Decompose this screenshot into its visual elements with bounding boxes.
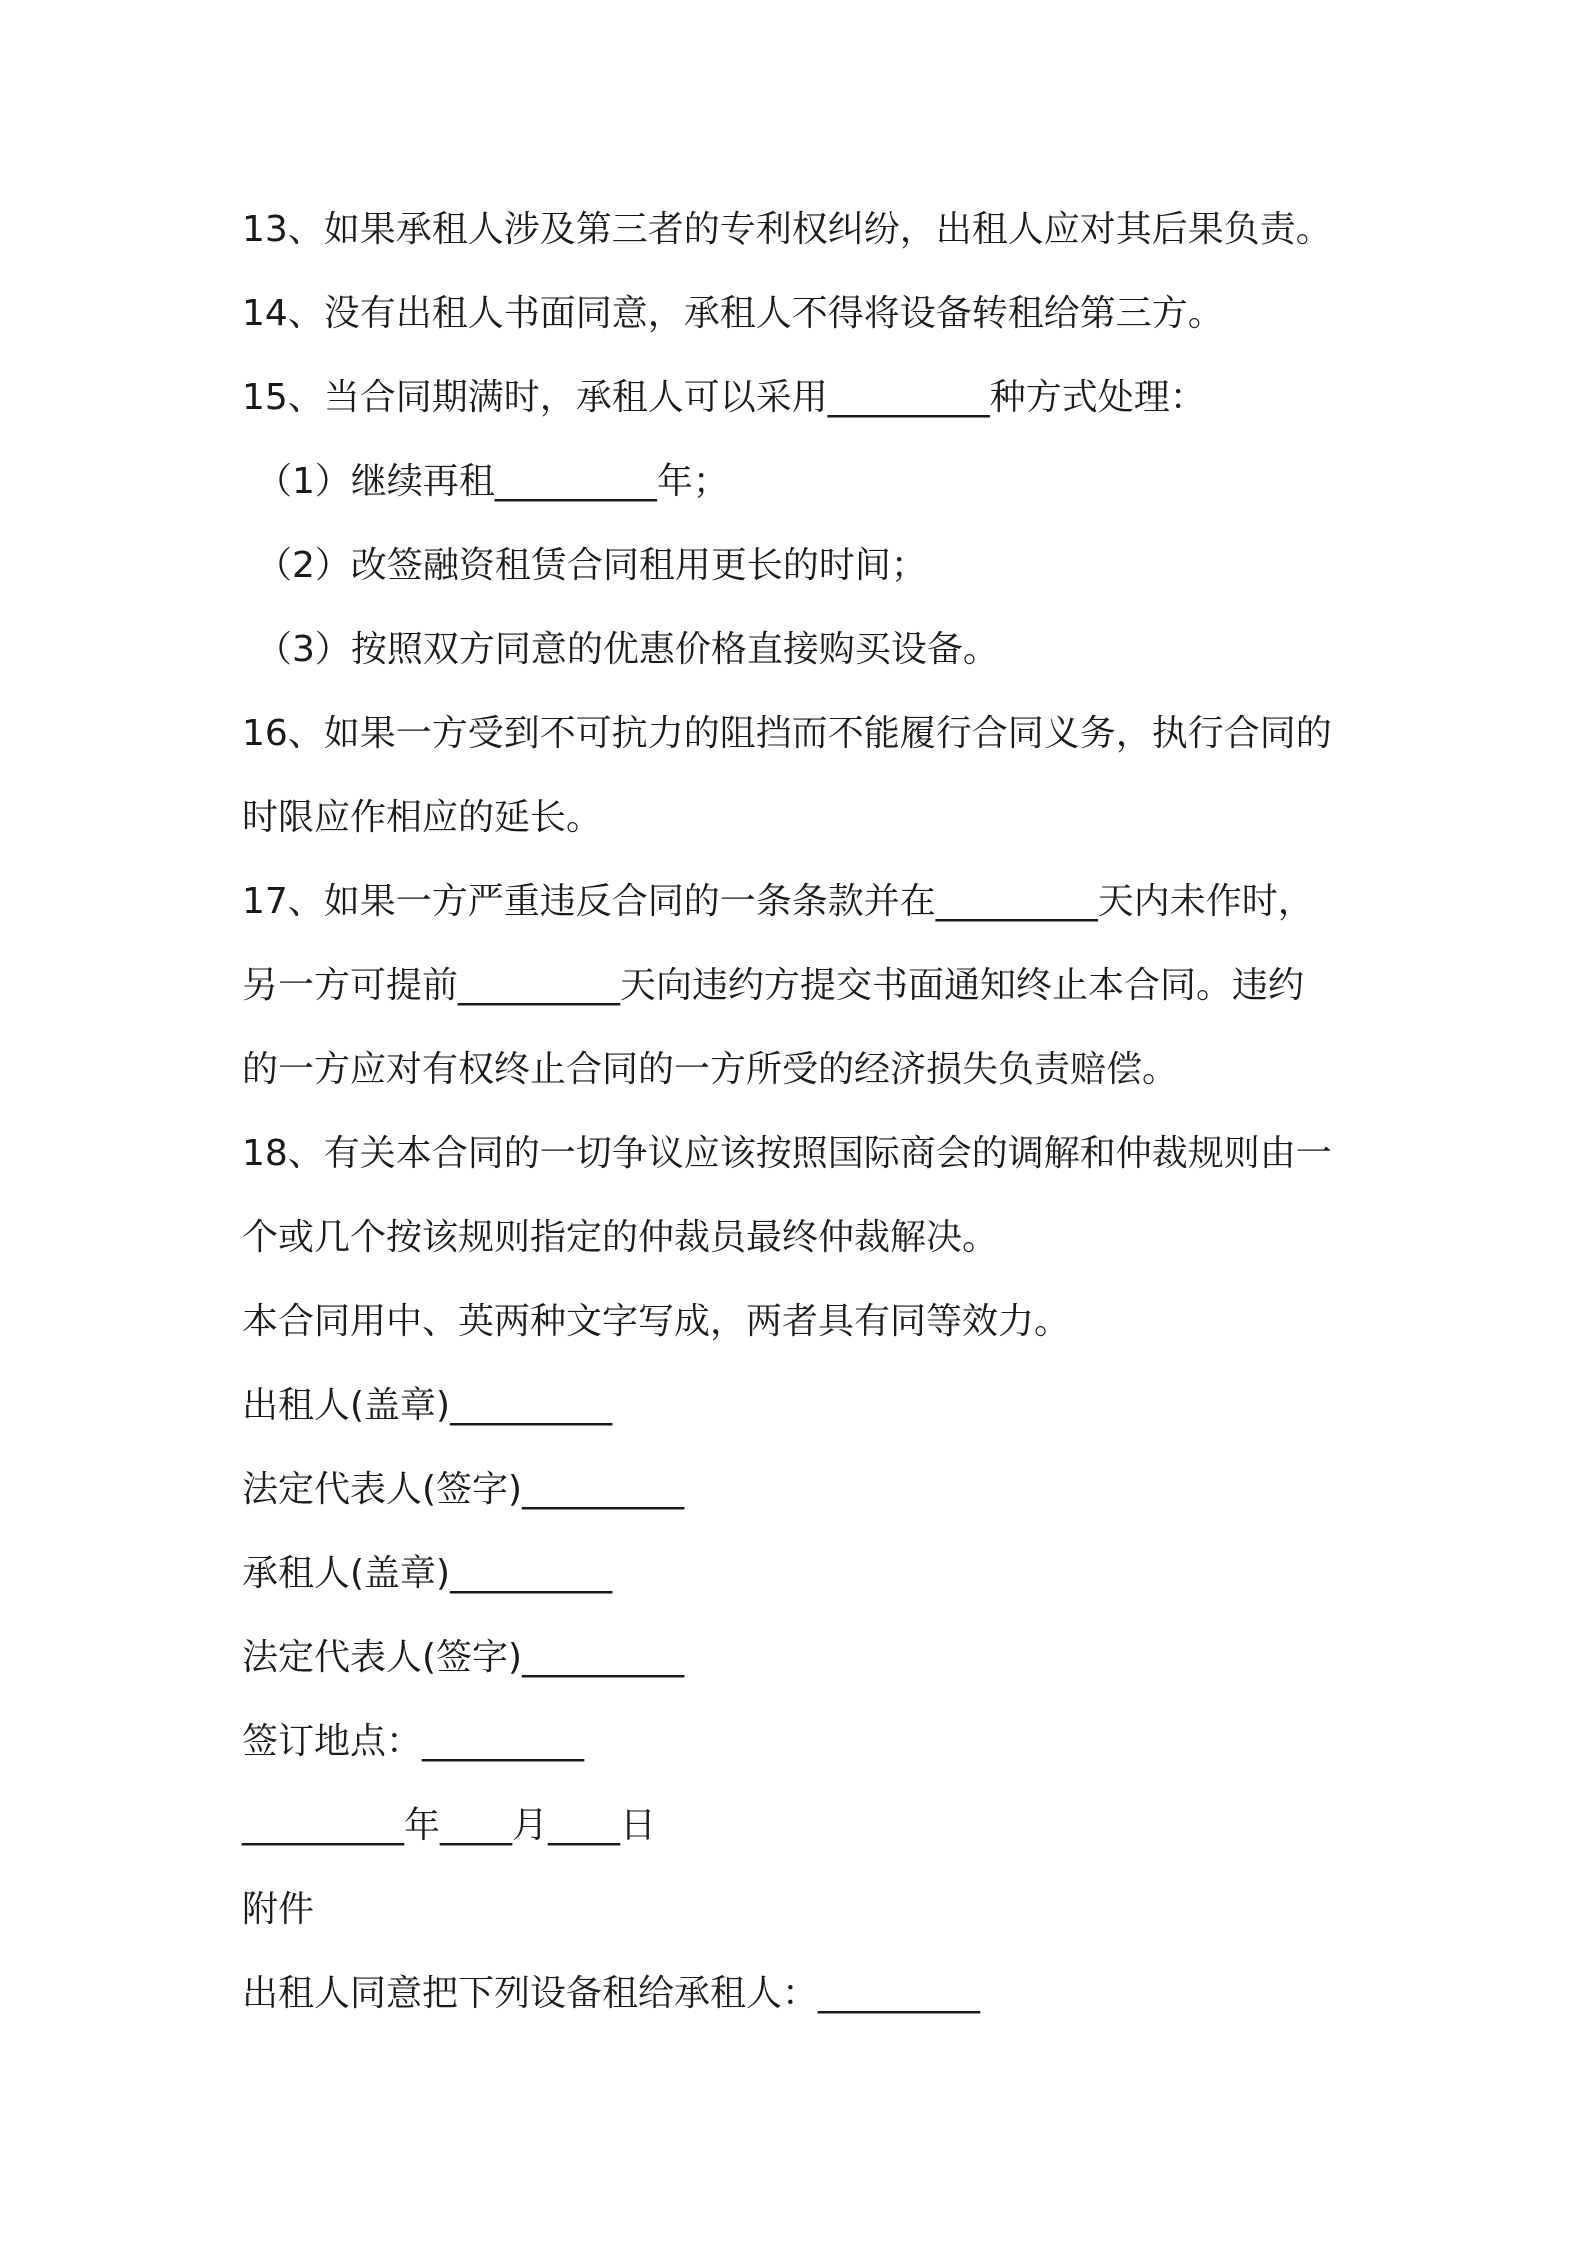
lessor-seal-field: 出租人(盖章)_________ (242, 1385, 613, 1426)
clause-18-line-1: 18、有关本合同的一切争议应该按照国际商会的调解和仲裁规则由一 (242, 1133, 1332, 1174)
clause-15: 15、当合同期满时，承租人可以采用_________种方式处理： (242, 377, 1206, 418)
lessor-representative-signature-field: 法定代表人(签字)_________ (242, 1469, 685, 1510)
lessee-representative-signature-field: 法定代表人(签字)_________ (242, 1637, 685, 1678)
signing-place-field: 签订地点：_________ (242, 1721, 585, 1762)
lessee-seal-field: 承租人(盖章)_________ (242, 1553, 613, 1594)
language-statement: 本合同用中、英两种文字写成，两者具有同等效力。 (242, 1301, 1071, 1342)
clause-15-option-3: （3）按照双方同意的优惠价格直接购买设备。 (256, 629, 999, 670)
clause-17-line-1: 17、如果一方严重违反合同的一条条款并在_________天内未作时， (242, 881, 1314, 922)
clause-17-line-3: 的一方应对有权终止合同的一方所受的经济损失负责赔偿。 (242, 1049, 1179, 1090)
clause-13: 13、如果承租人涉及第三者的专利权纠纷，出租人应对其后果负责。 (242, 209, 1332, 250)
clause-15-option-2: （2）改签融资租赁合同租用更长的时间； (256, 545, 927, 586)
signing-date-field: _________年____月____日 (242, 1805, 656, 1846)
clause-14: 14、没有出租人书面同意，承租人不得将设备转租给第三方。 (242, 293, 1224, 334)
appendix-equipment-line: 出租人同意把下列设备租给承租人：_________ (242, 1973, 981, 2014)
clause-17-line-2: 另一方可提前_________天向违约方提交书面通知终止本合同。违约 (242, 965, 1305, 1006)
appendix-heading: 附件 (242, 1889, 315, 1930)
clause-18-line-2: 个或几个按该规则指定的仲裁员最终仲裁解决。 (242, 1217, 999, 1258)
clause-16-line-2: 时限应作相应的延长。 (242, 797, 603, 838)
clause-16-line-1: 16、如果一方受到不可抗力的阻挡而不能履行合同义务，执行合同的 (242, 713, 1332, 754)
clause-15-option-1: （1）继续再租_________年； (256, 461, 729, 502)
